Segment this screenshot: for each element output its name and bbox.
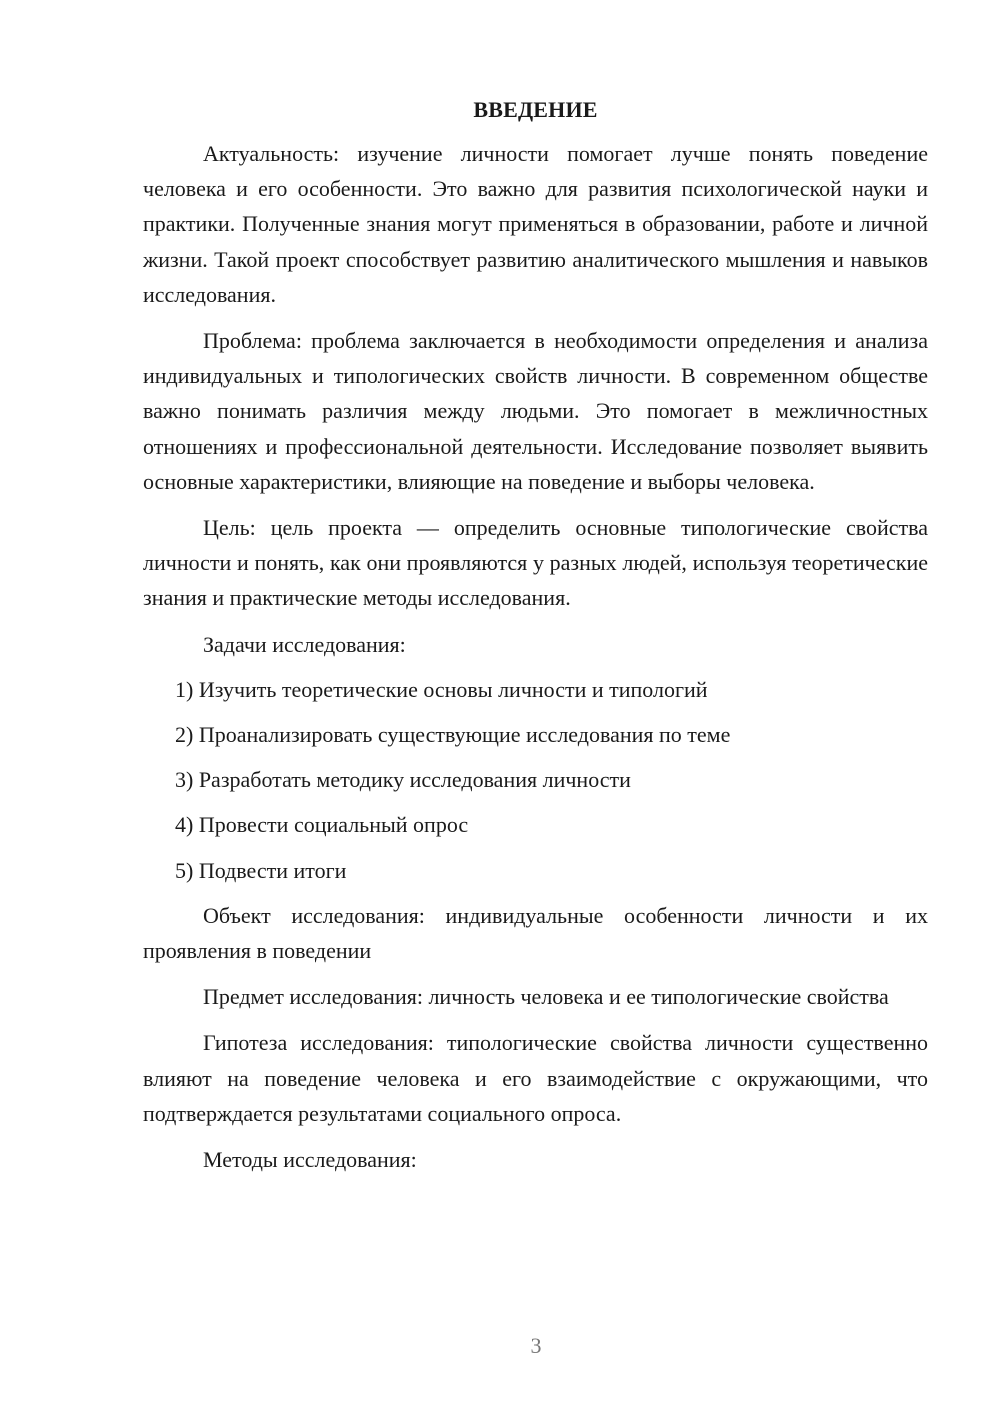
list-item: 2) Проанализировать существующие исследования по теме xyxy=(175,722,731,748)
page-title: ВВЕДЕНИЕ xyxy=(473,97,598,122)
list-item: 4) Провести социальный опрос xyxy=(175,812,469,838)
page-number: 3 xyxy=(530,1333,542,1358)
document-page xyxy=(143,95,928,1187)
methods-heading: Методы исследования: xyxy=(203,1147,417,1173)
list-item: 3) Разработать методику исследования личности xyxy=(175,767,631,793)
list-item: 5) Подвести итоги xyxy=(175,857,347,883)
relevance-paragraph: Актуальность: изучение личности помогает лучше понять поведение человека и его особенности. Это важно для развития психологической науки и практики. Полученные знания могут применяться в образовании, работе и личной жизни. Такой проект способствует развитию аналитического мышления и навыков исследования. xyxy=(143,141,928,307)
tasks-list xyxy=(143,672,928,888)
subject-paragraph: Предмет исследования: личность человека и ее типологические свойства xyxy=(203,984,889,1010)
hypothesis-paragraph: Гипотеза исследования: типологические свойства личности существенно влияют на поведение человека и его взаимодействие с окружающими, что подтверждается результатами социального опроса. xyxy=(143,1030,928,1126)
goal-paragraph: Цель: цель проекта — определить основные типологические свойства личности и понять, как они проявляются у разных людей, используя теоретические знания и практические методы исследования. xyxy=(143,515,928,611)
object-paragraph: Объект исследования: индивидуальные особенности личности и их проявления в поведении xyxy=(143,902,928,964)
list-item: 1) Изучить теоретические основы личности и типологий xyxy=(175,676,708,702)
problem-paragraph: Проблема: проблема заключается в необходимости определения и анализа индивидуальных и типологических свойств личности. В современном обществе важно понимать различия между людьми. Это помогает в межличностных отношениях и профессиональной деятельности. Исследование позволяет выявить основные характеристики, влияющие на поведение и выборы человека. xyxy=(143,328,928,494)
tasks-heading: Задачи исследования: xyxy=(203,631,406,657)
